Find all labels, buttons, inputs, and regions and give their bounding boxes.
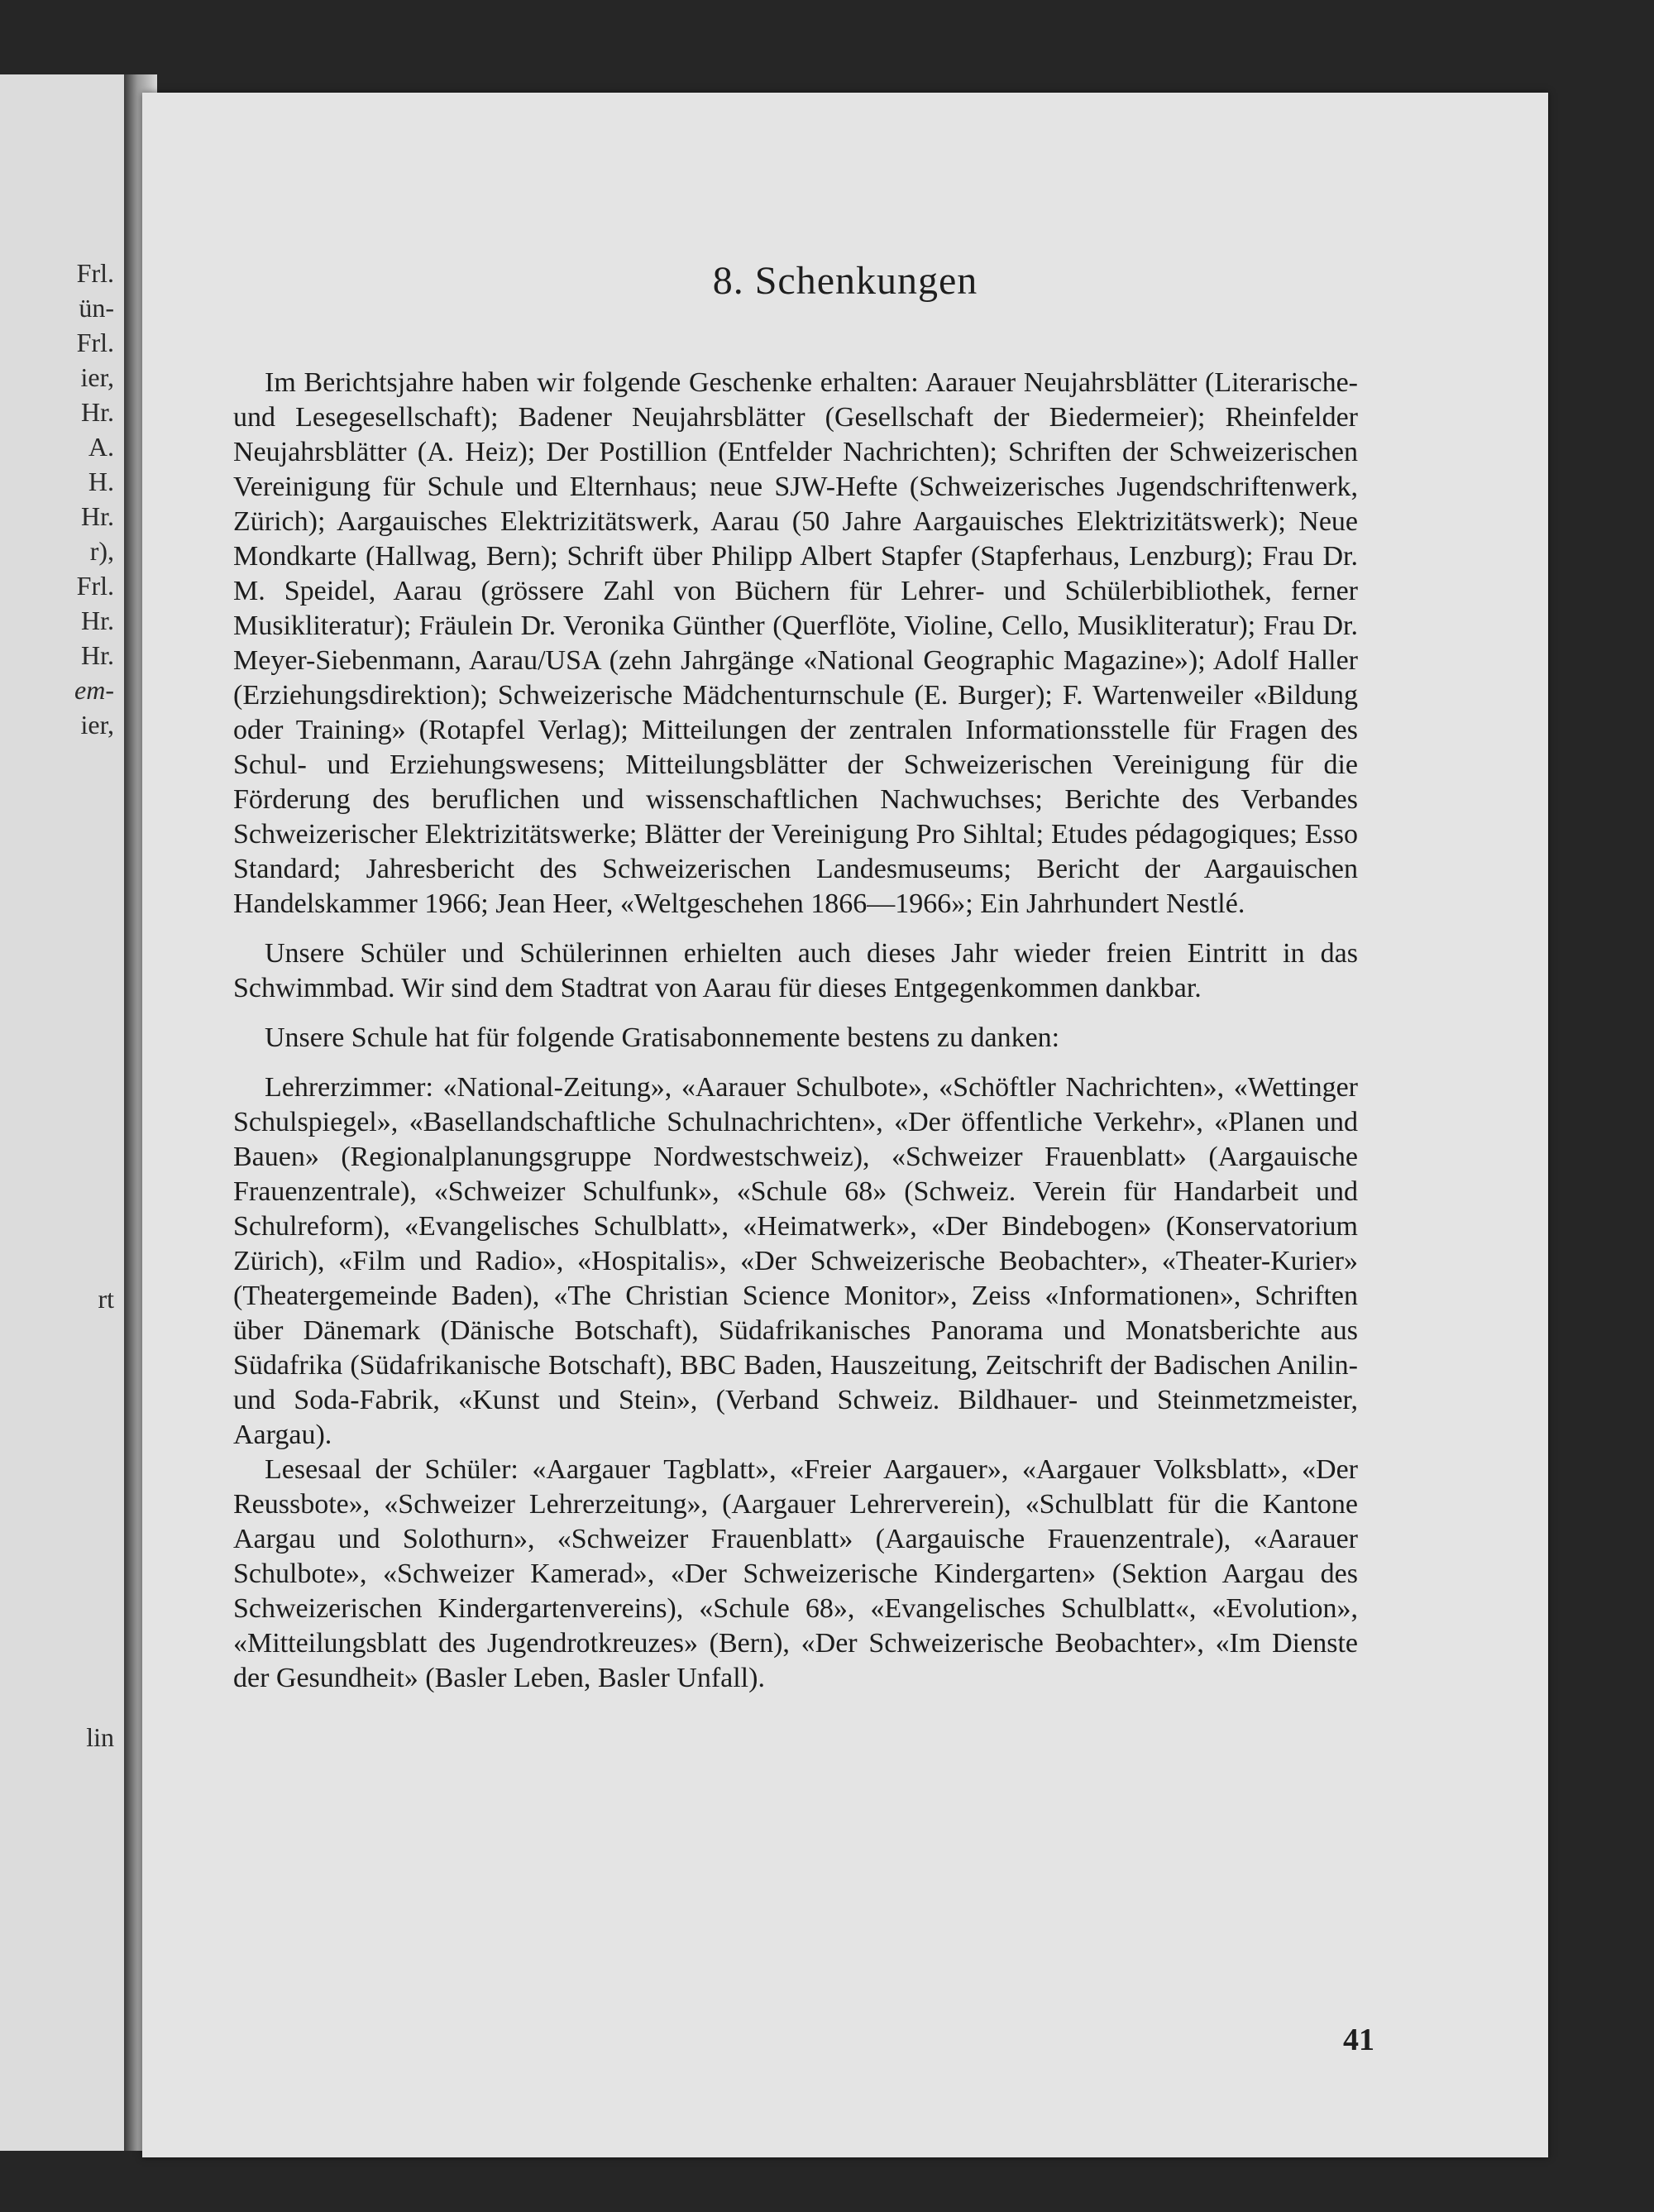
body-text [233, 366, 1358, 1711]
left-page-fragment: r), [89, 536, 114, 566]
left-page-fragment: rt [98, 1284, 114, 1314]
document-page [142, 93, 1548, 2157]
page-number: 41 [1343, 2023, 1374, 2057]
paragraph-student-reading-room: Lesesaal der Schüler: «Aargauer Tagblatt», «Freier Aargauer», «Aargauer Volksblatt», «Der Reussbote», «Schweizer Lehrerzeitung», (Aargauer Lehrerverein), «Schulblatt für die Kantone Aargau und Solothurn», «Schweizer Frauenblatt» (Aargauische Frauenzentrale), «Aarauer Schulbote», «Schweizer Kamerad», «Der Schweizerische Kindergarten» (Sektion Aargau des Schweizerischen Kindergartenvereins), «Schule 68», «Evangelisches Schulblatt«, «Evolution», «Mitteilungsblatt des Jugendrotkreuzes» (Bern), «Der Schweizerische Beobachter», «Im Dienste der Gesundheit» (Basler Leben, Basler Unfall). [233, 1454, 1358, 1693]
left-page-fragment: em- [74, 675, 114, 705]
page-title: 8. Schenkungen [712, 259, 978, 303]
left-page-fragment: Frl. [76, 328, 114, 357]
paragraph-teachers-room: Lehrerzimmer: «National-Zeitung», «Aarauer Schulbote», «Schöftler Nachrichten», «Wettinger Schulspiegel», «Basellandschaftliche Schulnachrichten», «Der öffentliche Verkehr», «Planen und Bauen» (Regionalplanungsgruppe Nordwestschweiz), «Schweizer Frauenblatt» (Aargauische Frauenzentrale), «Schweizer Schulfunk», «Schule 68» (Schweiz. Verein für Handarbeit und Schulreform), «Evangelisches Schulblatt», «Heimatwerk», «Der Bindebogen» (Konservatorium Zürich), «Film und Radio», «Hospitalis», «Der Schweizerische Beobachter», «Theater-Kurier» (Theatergemeinde Baden), «The Christian Science Monitor», Zeiss «Informationen», Schriften über Dänemark (Dänische Botschaft), Südafrikanisches Panorama und Monatsberichte aus Südafrika (Südafrikanische Botschaft), BBC Baden, Hauszeitung, Zeitschrift der Badischen Anilin- und Soda-Fabrik, «Kunst und Stein», (Verband Schweiz. Bildhauer- und Steinmetzmeister, Aargau). [233, 1072, 1358, 1450]
paragraph-swimming-pool: Unsere Schüler und Schülerinnen erhielten auch dieses Jahr wieder freien Eintritt in das Schwimmbad. Wir sind dem Stadtrat von Aarau für dieses Entgegenkommen dankbar. [233, 938, 1358, 1003]
left-page-fragment: Hr. [81, 397, 114, 427]
left-page-fragment: H. [88, 467, 114, 496]
left-page-fragment: Hr. [81, 606, 114, 635]
left-page-fragment: Frl. [76, 571, 114, 601]
left-page-fragment: ier, [80, 710, 114, 740]
left-page-fragment: Hr. [81, 640, 114, 670]
left-page-fragment: ier, [80, 362, 114, 392]
left-page-fragment: A. [88, 432, 114, 462]
left-page-fragment: ün- [79, 293, 114, 323]
paragraph-subscriptions-intro: Unsere Schule hat für folgende Gratisabonnemente bestens zu danken: [265, 1022, 1060, 1053]
left-page-fragment: lin [86, 1722, 114, 1752]
left-page-fragment: Frl. [76, 258, 114, 288]
left-page-fragment: Hr. [81, 501, 114, 531]
left-facing-page [0, 74, 129, 2151]
paragraph-donations: Im Berichtsjahre haben wir folgende Geschenke erhalten: Aarauer Neujahrsblätter (Literarische- und Lesegesellschaft); Badener Neujahrsblätter (Gesellschaft der Biedermeier); Rheinfelder Neujahrsblätter (A. Heiz); Der Postillion (Entfelder Nachrichten); Schriften der Schweizerischen Vereinigung für Schule und Elternhaus; neue SJW-Hefte (Schweizerisches Jugendschriftenwerk, Zürich); Aargauisches Elektrizitätswerk, Aarau (50 Jahre Aargauisches Elektrizitätswerk); Neue Mondkarte (Hallwag, Bern); Schrift über Philipp Albert Stapfer (Stapferhaus, Lenzburg); Frau Dr. M. Speidel, Aarau (grössere Zahl von Büchern für Lehrer- und Schülerbibliothek, ferner Musikliteratur); Fräulein Dr. Veronika Günther (Querflöte, Violine, Cello, Musikliteratur); Frau Dr. Meyer-Siebenmann, Aarau/USA (zehn Jahrgänge «National Geographic Magazine»); Adolf Haller (Erziehungsdirektion); Schweizerische Mädchenturnschule (E. Burger); F. Wartenweiler «Bildung oder Training» (Rotapfel Verlag); Mitteilungen der zentralen Informationsstelle für Fragen des Schul- und Erziehungswesens; Mitteilungsblätter der Schweizerischen Vereinigung für die Förderung des beruflichen und wissenschaftlichen Nachwuchses; Berichte des Verbandes Schweizerischer Elektrizitätswerke; Blätter der Vereinigung Pro Sihltal; Etudes pédagogiques; Esso Standard; Jahresbericht des Schweizerischen Landesmuseums; Bericht der Aargauischen Handelskammer 1966; Jean Heer, «Weltgeschehen 1866—1966»; Ein Jahrhundert Nestlé. [233, 367, 1358, 919]
